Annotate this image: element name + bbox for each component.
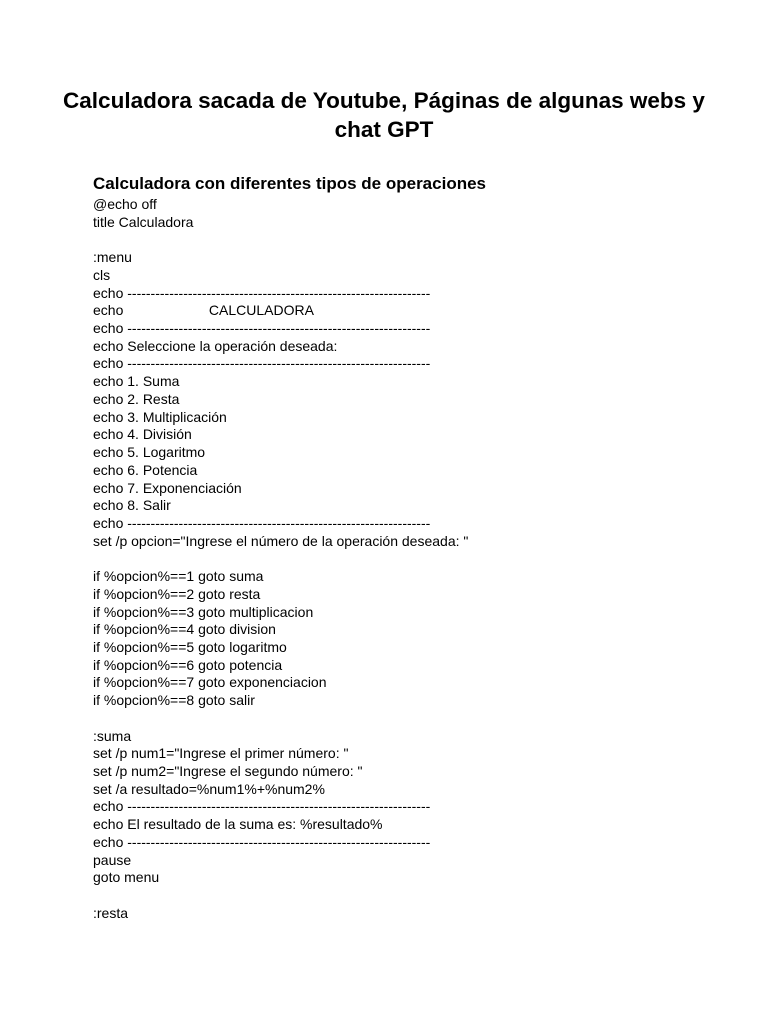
code-line: cls (93, 266, 111, 283)
code-line: title Calculadora (93, 213, 194, 230)
code-line: if %opcion%==6 goto potencia (93, 656, 283, 673)
code-line: if %opcion%==4 goto division (93, 621, 276, 638)
code-line: echo Seleccione la operación deseada: (93, 337, 338, 354)
code-line: if %opcion%==3 goto multiplicacion (93, 603, 314, 620)
code-line: echo 8. Salir (93, 497, 171, 514)
code-line: echo ----------------------------------------------------------------- (93, 833, 431, 850)
code-line: goto menu (93, 869, 160, 886)
code-line: echo ----------------------------------------------------------------- (93, 284, 431, 301)
code-line: :suma (93, 727, 132, 744)
code-line: echo 3. Multiplicación (93, 408, 227, 425)
code-line (93, 887, 468, 905)
code-line: if %opcion%==1 goto suma (93, 568, 264, 585)
section-heading: Calculadora con diferentes tipos de operaciones (93, 174, 486, 193)
code-line: echo 7. Exponenciación (93, 479, 242, 496)
code-line: pause (93, 851, 132, 868)
code-line: echo 4. División (93, 426, 192, 443)
code-line: echo 5. Logaritmo (93, 444, 206, 461)
code-line: if %opcion%==8 goto salir (93, 692, 255, 709)
code-line: if %opcion%==7 goto exponenciacion (93, 674, 327, 691)
code-line: :resta (93, 904, 129, 921)
code-line: echo 2. Resta (93, 390, 180, 407)
code-line: echo ----------------------------------------------------------------- (93, 798, 431, 815)
code-line: if %opcion%==2 goto resta (93, 585, 261, 602)
code-line: echo El resultado de la suma es: %resultado% (93, 816, 383, 833)
code-line: echo CALCULADORA (93, 302, 314, 319)
code-line: echo 6. Potencia (93, 461, 198, 478)
code-line (93, 231, 468, 249)
code-line: set /p opcion="Ingrese el número de la operación deseada: " (93, 532, 469, 549)
code-line: echo ----------------------------------------------------------------- (93, 355, 431, 372)
code-line: set /p num1="Ingrese el primer número: " (93, 745, 349, 762)
code-line: @echo off (93, 196, 157, 212)
code-line (93, 550, 468, 568)
code-line: :menu (93, 249, 132, 266)
code-line: if %opcion%==5 goto logaritmo (93, 638, 287, 655)
code-listing (93, 196, 468, 922)
code-line: echo ----------------------------------------------------------------- (93, 320, 431, 337)
code-line (93, 710, 468, 728)
code-line: echo ----------------------------------------------------------------- (93, 514, 431, 531)
document-title: Calculadora sacada de Youtube, Páginas de algunas webs y chat GPT (63, 88, 705, 142)
code-line: set /a resultado=%num1%+%num2% (93, 780, 325, 797)
code-line: set /p num2="Ingrese el segundo número: " (93, 763, 363, 779)
code-line: echo 1. Suma (93, 373, 180, 390)
